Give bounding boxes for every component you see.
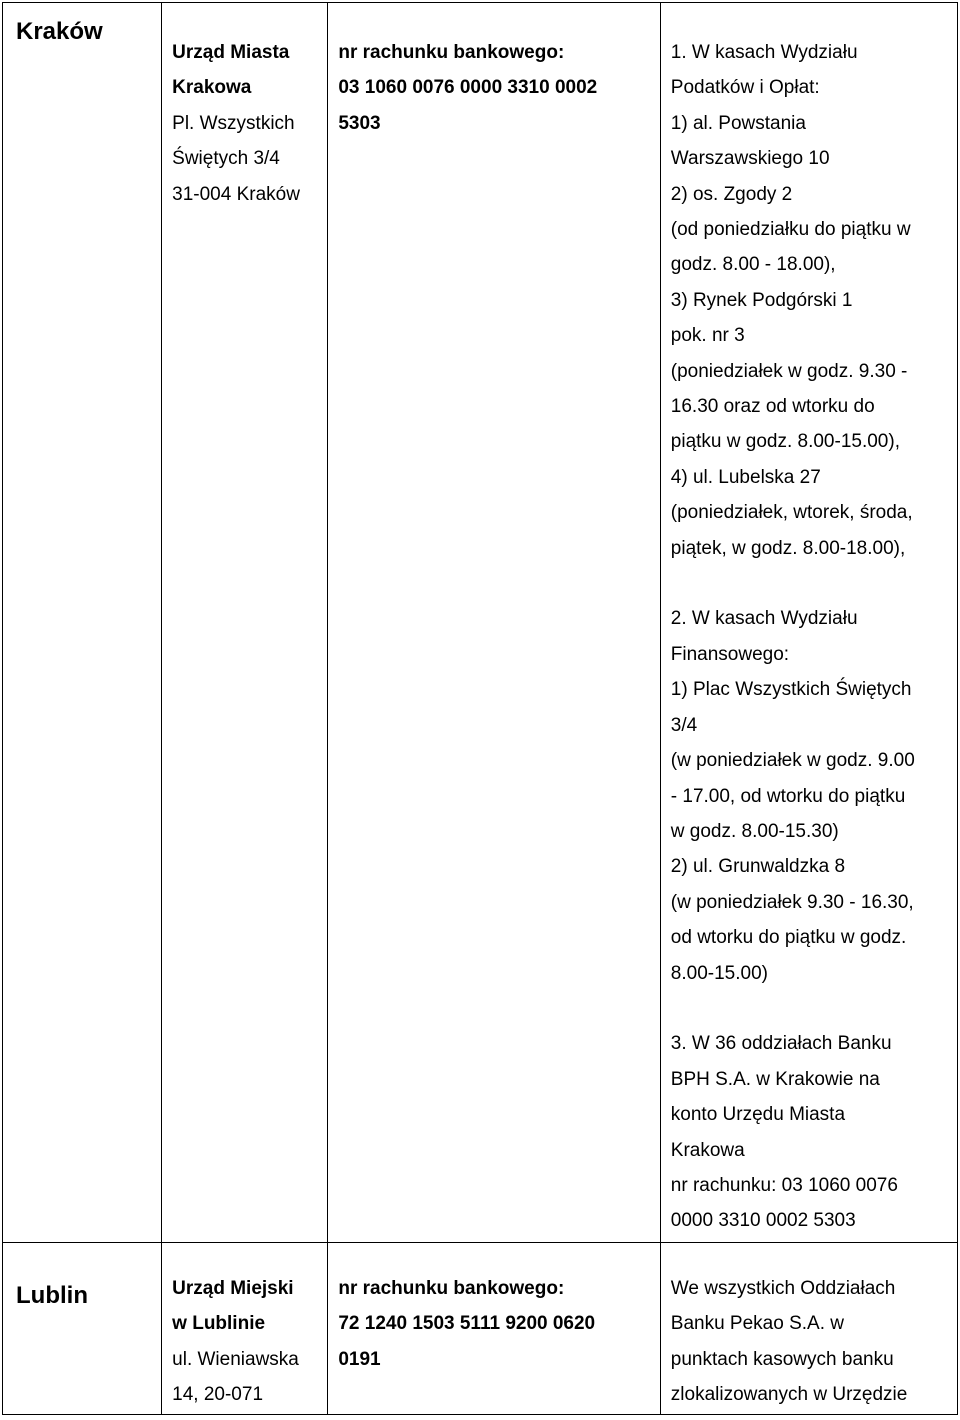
payment-line: 3. W 36 oddziałach Banku: [670, 1033, 892, 1055]
block-spacer: [671, 991, 957, 1026]
payment-line: w godz. 8.00-15.30): [670, 820, 839, 842]
payment-line: 3) Rynek Podgórski 1: [670, 289, 853, 311]
payment-line: - 17.00, od wtorku do piątku: [670, 785, 906, 807]
payment-line: BPH S.A. w Krakowie na: [670, 1068, 880, 1090]
payment-line: Finansowego:: [670, 643, 790, 665]
payment-line: (od poniedziałku do piątku w: [670, 219, 911, 241]
account-number-line: 0191: [338, 1348, 381, 1370]
office-address: [162, 1243, 328, 1415]
payment-line: 1. W kasach Wydziału: [670, 42, 858, 63]
payment-line: We wszystkich Oddziałach: [670, 1278, 896, 1299]
payment-block: [671, 35, 957, 566]
payment-line: 8.00-15.00): [670, 962, 768, 984]
bank-account: [328, 1243, 660, 1415]
office-address-line: Świętych 3/4: [172, 148, 280, 170]
payment-block: [671, 601, 957, 990]
office-address-line: 31-004 Kraków: [172, 183, 300, 205]
office-name-line: Urząd Miasta: [172, 42, 290, 63]
payment-locations: [660, 1243, 957, 1415]
account-label: nr rachunku bankowego:: [338, 1278, 565, 1299]
payment-line: 4) ul. Lubelska 27: [670, 466, 821, 488]
office-name-line: Urząd Miejski: [172, 1278, 294, 1299]
table-row-krakow: [3, 3, 958, 1243]
payment-line: piątku w godz. 8.00-15.00),: [670, 431, 900, 453]
office-name-line: w Lublinie: [172, 1313, 266, 1335]
payment-line: (w poniedziałek w godz. 9.00: [670, 750, 915, 772]
payment-line: 16.30 oraz od wtorku do: [670, 396, 875, 418]
payment-line: (poniedziałek, wtorek, środa,: [670, 502, 913, 524]
office-address-line: 14, 20-071: [172, 1384, 264, 1406]
payment-line: (poniedziałek w godz. 9.30 -: [670, 360, 908, 382]
payment-line: 1) al. Powstania: [670, 112, 806, 134]
city-name: Lublin: [3, 1243, 162, 1415]
payment-line: zlokalizowanych w Urzędzie: [670, 1384, 908, 1406]
payment-locations: [660, 3, 957, 1243]
payment-line: Warszawskiego 10: [670, 148, 830, 170]
payment-offices-table: [2, 2, 958, 1415]
payment-line: 0000 3310 0002 5303: [670, 1210, 856, 1232]
payment-line: Podatków i Opłat:: [670, 77, 820, 99]
account-number-line: 5303: [338, 112, 381, 134]
office-address: [162, 3, 328, 1243]
payment-line: 3/4: [670, 714, 698, 736]
office-address-line: Pl. Wszystkich: [172, 112, 295, 134]
block-spacer: [671, 566, 957, 601]
office-address-line: ul. Wieniawska: [172, 1348, 299, 1370]
payment-line: Banku Pekao S.A. w: [670, 1313, 844, 1335]
table-row-lublin: [3, 1243, 958, 1415]
bank-account: [328, 3, 660, 1243]
payment-block: [671, 1026, 957, 1238]
office-name-line: Krakowa: [172, 77, 252, 99]
payment-line: piątek, w godz. 8.00-18.00),: [670, 537, 906, 559]
payment-line: nr rachunku: 03 1060 0076: [670, 1174, 898, 1196]
payment-line: Krakowa: [670, 1139, 745, 1161]
payment-line: od wtorku do piątku w godz.: [670, 927, 907, 949]
payment-line: 2. W kasach Wydziału: [670, 608, 858, 630]
account-number-line: 03 1060 0076 0000 3310 0002: [338, 77, 598, 99]
payment-line: 2) ul. Grunwaldzka 8: [670, 856, 846, 878]
payment-line: (w poniedziałek 9.30 - 16.30,: [670, 891, 914, 913]
payment-line: 1) Plac Wszystkich Świętych: [670, 679, 912, 701]
payment-line: konto Urzędu Miasta: [670, 1104, 846, 1126]
payment-line: 2) os. Zgody 2: [670, 183, 793, 205]
city-name: Kraków: [3, 3, 162, 1243]
payment-line: pok. nr 3: [670, 325, 745, 347]
payment-line: godz. 8.00 - 18.00),: [670, 254, 836, 276]
account-number-line: 72 1240 1503 5111 9200 0620: [338, 1313, 596, 1335]
account-label: nr rachunku bankowego:: [338, 42, 565, 63]
payment-line: punktach kasowych banku: [670, 1348, 894, 1370]
